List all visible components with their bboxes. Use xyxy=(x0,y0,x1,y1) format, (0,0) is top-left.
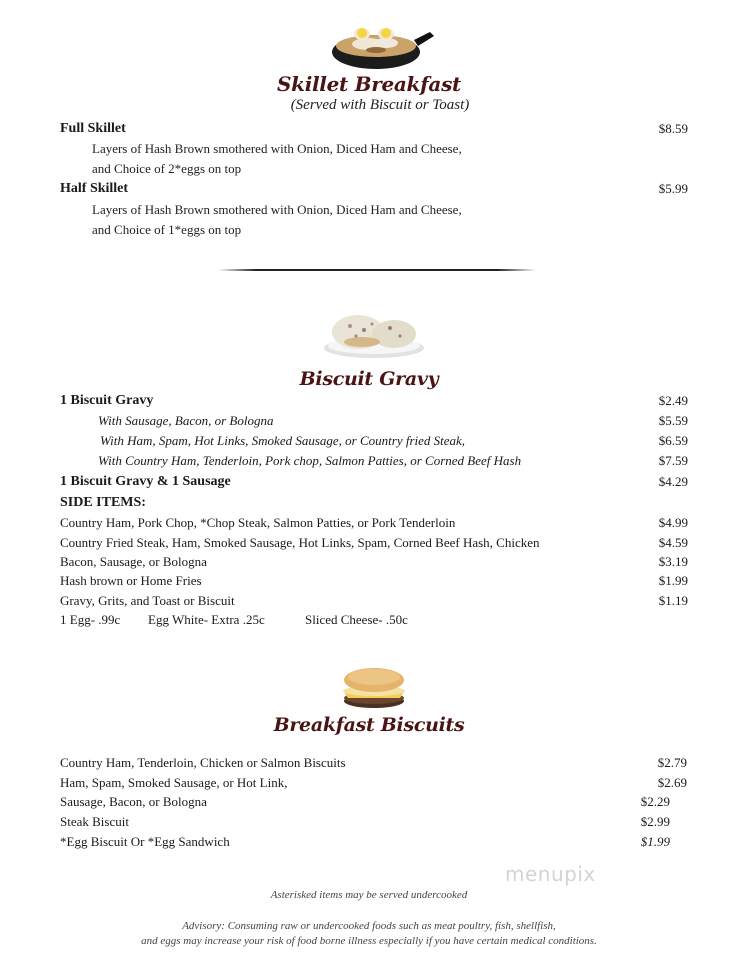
item-price: $2.49 xyxy=(658,393,688,408)
skillet-image xyxy=(326,22,436,72)
extras-row xyxy=(0,610,738,630)
extra-egg-white: Egg White- Extra .25c xyxy=(148,612,265,627)
item-price: $5.99 xyxy=(658,181,688,196)
item-name: Country Ham, Tenderloin, Chicken or Salmon Biscuits xyxy=(60,755,346,770)
item-price: $7.59 xyxy=(658,453,688,468)
biscuit-gravy-image xyxy=(320,308,428,360)
menu-item xyxy=(0,832,738,852)
item-price: $2.99 xyxy=(640,814,670,829)
section-title-skillet: Skillet Breakfast xyxy=(277,72,461,96)
side-item xyxy=(0,591,738,611)
item-price: $4.99 xyxy=(658,515,688,530)
menu-item xyxy=(0,431,738,451)
menu-item xyxy=(0,792,738,812)
item-price: $3.19 xyxy=(658,554,688,569)
side-item xyxy=(0,571,738,591)
item-price: $5.59 xyxy=(658,413,688,428)
item-price: $8.59 xyxy=(658,121,688,136)
menu-item xyxy=(0,773,738,793)
breakfast-biscuit-image xyxy=(340,665,408,710)
item-name: Bacon, Sausage, or Bologna xyxy=(60,554,207,569)
item-name: Country Fried Steak, Ham, Smoked Sausage, Hot Links, Spam, Corned Beef Hash, Chicken xyxy=(60,535,540,550)
item-name: Country Ham, Pork Chop, *Chop Steak, Salmon Patties, or Pork Tenderloin xyxy=(60,515,456,530)
extra-egg: 1 Egg- .99c xyxy=(60,612,121,627)
menu-item xyxy=(0,812,738,832)
item-price: $2.79 xyxy=(657,755,687,770)
item-price: $1.19 xyxy=(658,593,688,608)
menu-item xyxy=(0,411,738,431)
item-name: With Ham, Spam, Hot Links, Smoked Sausage, or Country fried Steak, xyxy=(100,433,466,448)
item-name: Gravy, Grits, and Toast or Biscuit xyxy=(60,593,235,608)
advisory-line-2: and eggs may increase your risk of food borne illness especially if you have certain medical conditions. xyxy=(141,935,597,947)
item-price: $6.59 xyxy=(658,433,688,448)
item-name: 1 Biscuit Gravy & 1 Sausage xyxy=(60,474,231,489)
item-description: Layers of Hash Brown smothered with Onion, Diced Ham and Cheese, xyxy=(92,202,462,217)
item-name: Half Skillet xyxy=(60,181,129,196)
item-price: $4.29 xyxy=(658,474,688,489)
item-name: Hash brown or Home Fries xyxy=(60,573,202,588)
section-title-breakfast-biscuits: Breakfast Biscuits xyxy=(273,714,465,736)
side-items-header xyxy=(0,493,738,513)
item-name: Full Skillet xyxy=(60,121,126,136)
section-divider xyxy=(218,269,536,271)
item-description: and Choice of 2*eggs on top xyxy=(92,161,242,176)
item-name: *Egg Biscuit Or *Egg Sandwich xyxy=(60,834,230,849)
item-price: $1.99 xyxy=(658,573,688,588)
item-description: Layers of Hash Brown smothered with Onion, Diced Ham and Cheese, xyxy=(92,141,462,156)
menu-item xyxy=(0,119,738,139)
item-price: $2.69 xyxy=(657,775,687,790)
side-item xyxy=(0,533,738,553)
advisory-line-1: Advisory: Consuming raw or undercooked foods such as meat poultry, fish, shellfish, xyxy=(182,920,556,932)
watermark-logo: menupix xyxy=(505,862,596,886)
side-items-label: SIDE ITEMS: xyxy=(60,495,146,510)
item-name: With Sausage, Bacon, or Bologna xyxy=(98,413,274,428)
side-item xyxy=(0,552,738,572)
side-item xyxy=(0,513,738,533)
menu-item xyxy=(0,179,738,199)
item-description: and Choice of 1*eggs on top xyxy=(92,222,242,237)
item-name: Steak Biscuit xyxy=(60,814,129,829)
item-price: $1.99 xyxy=(640,834,670,849)
skillet-subtitle: (Served with Biscuit or Toast) xyxy=(290,97,470,113)
asterisk-note: Asterisked items may be served undercooked xyxy=(270,889,468,901)
item-name: With Country Ham, Tenderloin, Pork chop, Salmon Patties, or Corned Beef Hash xyxy=(98,453,522,468)
item-price: $4.59 xyxy=(658,535,688,550)
menu-item xyxy=(0,451,738,471)
extra-cheese: Sliced Cheese- .50c xyxy=(305,612,408,627)
item-name: Sausage, Bacon, or Bologna xyxy=(60,794,207,809)
item-name: Ham, Spam, Smoked Sausage, or Hot Link, xyxy=(60,775,288,790)
menu-item xyxy=(0,753,738,773)
item-name: 1 Biscuit Gravy xyxy=(60,393,154,408)
section-title-biscuit-gravy: Biscuit Gravy xyxy=(299,368,439,390)
item-price: $2.29 xyxy=(640,794,670,809)
menu-item xyxy=(0,472,738,492)
menu-item xyxy=(0,391,738,411)
